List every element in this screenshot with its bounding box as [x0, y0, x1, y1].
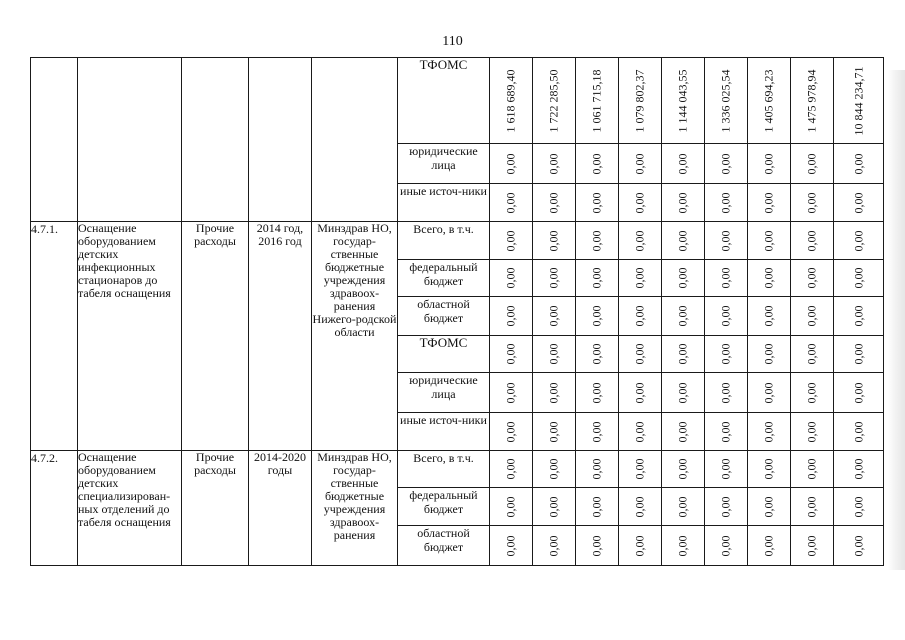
value-cell: 0,00: [748, 373, 791, 413]
value-cell: 0,00: [705, 526, 748, 566]
value-cell: 0,00: [576, 144, 619, 184]
item-executor: Минздрав НО, государ-ственные бюджетные учреждения здравоох-ранения: [312, 451, 398, 566]
value-cell: 0,00: [490, 144, 533, 184]
value-cell: 0,00: [533, 488, 576, 526]
value-cell: 0,00: [576, 222, 619, 260]
item-expense-type: Прочие расходы: [182, 222, 249, 451]
value-cell: 0,00: [834, 488, 884, 526]
value-cell: 0,00: [490, 451, 533, 488]
value-cell: 0,00: [791, 297, 834, 336]
item-number: 4.7.2.: [31, 451, 78, 566]
value-cell: 0,00: [619, 297, 662, 336]
value-cell: 0,00: [533, 373, 576, 413]
value-cell: 0,00: [619, 526, 662, 566]
value-cell: 1 475 978,94: [791, 58, 834, 144]
value-cell: 0,00: [662, 297, 705, 336]
table-row: [31, 222, 884, 260]
value-cell: 0,00: [576, 488, 619, 526]
value-cell: 0,00: [748, 413, 791, 451]
value-cell: 0,00: [619, 413, 662, 451]
value-cell: 0,00: [705, 373, 748, 413]
value-cell: 0,00: [791, 488, 834, 526]
value-cell: 0,00: [490, 488, 533, 526]
value-cell: 0,00: [791, 373, 834, 413]
value-cell: 0,00: [619, 373, 662, 413]
scan-edge-shadow: [888, 70, 905, 570]
value-cell: 0,00: [576, 526, 619, 566]
value-cell: 0,00: [533, 222, 576, 260]
cell-executor-empty: [312, 58, 398, 222]
source-label: ТФОМС: [398, 336, 490, 373]
item-executor: Минздрав НО, государ-ственные бюджетные учреждения здравоох-ранения Нижего-родской области: [312, 222, 398, 451]
value-cell: 0,00: [705, 144, 748, 184]
value-cell: 0,00: [748, 144, 791, 184]
value-cell: 10 844 234,71: [834, 58, 884, 144]
value-cell: 0,00: [834, 222, 884, 260]
value-cell: 0,00: [533, 184, 576, 222]
source-label: федеральный бюджет: [398, 260, 490, 297]
value-cell: 0,00: [705, 336, 748, 373]
value-cell: 0,00: [748, 451, 791, 488]
source-label: иные источ-ники: [398, 413, 490, 451]
cell-name-empty: [78, 58, 182, 222]
value-cell: 0,00: [748, 336, 791, 373]
value-cell: 0,00: [834, 373, 884, 413]
cell-period-empty: [249, 58, 312, 222]
value-cell: 0,00: [748, 184, 791, 222]
value-cell: 0,00: [705, 297, 748, 336]
table-row: [31, 451, 884, 488]
value-cell: 0,00: [662, 336, 705, 373]
value-cell: 0,00: [748, 222, 791, 260]
value-cell: 0,00: [705, 222, 748, 260]
value-cell: 0,00: [705, 260, 748, 297]
value-cell: 0,00: [619, 336, 662, 373]
value-cell: 0,00: [662, 184, 705, 222]
value-cell: 1 618 689,40: [490, 58, 533, 144]
value-cell: 0,00: [834, 144, 884, 184]
value-cell: 0,00: [619, 451, 662, 488]
item-name: Оснащение оборудованием детских специализирован-ных отделений до табеля оснащения: [78, 451, 182, 566]
value-cell: 0,00: [490, 373, 533, 413]
value-cell: 0,00: [490, 526, 533, 566]
value-cell: 0,00: [791, 260, 834, 297]
item-expense-type: Прочие расходы: [182, 451, 249, 566]
value-cell: 0,00: [791, 144, 834, 184]
value-cell: 0,00: [576, 373, 619, 413]
value-cell: 0,00: [834, 297, 884, 336]
value-cell: 0,00: [576, 451, 619, 488]
value-cell: 0,00: [662, 373, 705, 413]
source-label: областной бюджет: [398, 297, 490, 336]
source-label: Всего, в т.ч.: [398, 451, 490, 488]
value-cell: 0,00: [662, 222, 705, 260]
value-cell: 0,00: [834, 413, 884, 451]
value-cell: 0,00: [705, 413, 748, 451]
value-cell: 0,00: [705, 488, 748, 526]
value-cell: 0,00: [662, 488, 705, 526]
value-cell: 0,00: [533, 260, 576, 297]
value-cell: 0,00: [662, 144, 705, 184]
value-cell: 0,00: [619, 488, 662, 526]
value-cell: 0,00: [490, 336, 533, 373]
value-cell: 0,00: [619, 260, 662, 297]
value-cell: 0,00: [834, 526, 884, 566]
value-cell: 1 405 694,23: [748, 58, 791, 144]
source-label: юридические лица: [398, 144, 490, 184]
value-cell: 0,00: [576, 184, 619, 222]
table-row: [31, 58, 884, 144]
value-cell: 0,00: [533, 144, 576, 184]
value-cell: 0,00: [791, 184, 834, 222]
value-cell: 0,00: [619, 144, 662, 184]
cell-expense-empty: [182, 58, 249, 222]
value-cell: 0,00: [533, 336, 576, 373]
value-cell: 0,00: [533, 526, 576, 566]
value-cell: 0,00: [662, 526, 705, 566]
source-label: федеральный бюджет: [398, 488, 490, 526]
source-label: Всего, в т.ч.: [398, 222, 490, 260]
value-cell: 0,00: [791, 336, 834, 373]
value-cell: 0,00: [619, 222, 662, 260]
value-cell: 0,00: [705, 451, 748, 488]
page-number: 110: [442, 34, 463, 49]
value-cell: 0,00: [662, 451, 705, 488]
value-cell: 0,00: [834, 184, 884, 222]
value-cell: 0,00: [791, 413, 834, 451]
source-label: иные источ-ники: [398, 184, 490, 222]
value-cell: 1 144 043,55: [662, 58, 705, 144]
value-cell: 0,00: [533, 413, 576, 451]
item-period: 2014-2020 годы: [249, 451, 312, 566]
cell-number-empty: [31, 58, 78, 222]
value-cell: 1 061 715,18: [576, 58, 619, 144]
value-cell: 1 722 285,50: [533, 58, 576, 144]
value-cell: 0,00: [748, 297, 791, 336]
value-cell: 0,00: [834, 336, 884, 373]
value-cell: 0,00: [576, 260, 619, 297]
value-cell: 0,00: [791, 222, 834, 260]
value-cell: 0,00: [576, 297, 619, 336]
value-cell: 0,00: [576, 336, 619, 373]
value-cell: 0,00: [490, 222, 533, 260]
value-cell: 1 336 025,54: [705, 58, 748, 144]
value-cell: 0,00: [533, 297, 576, 336]
source-label: юридические лица: [398, 373, 490, 413]
value-cell: 0,00: [576, 413, 619, 451]
source-label: областной бюджет: [398, 526, 490, 566]
value-cell: 0,00: [662, 260, 705, 297]
value-cell: 0,00: [705, 184, 748, 222]
value-cell: 0,00: [619, 184, 662, 222]
value-cell: 0,00: [533, 451, 576, 488]
value-cell: 0,00: [490, 413, 533, 451]
budget-table: [30, 57, 884, 566]
value-cell: 0,00: [791, 526, 834, 566]
value-cell: 0,00: [748, 260, 791, 297]
source-label: ТФОМС: [398, 58, 490, 144]
value-cell: 1 079 802,37: [619, 58, 662, 144]
value-cell: 0,00: [748, 526, 791, 566]
value-cell: 0,00: [748, 488, 791, 526]
value-cell: 0,00: [834, 451, 884, 488]
value-cell: 0,00: [490, 260, 533, 297]
item-name: Оснащение оборудованием детских инфекционных стационаров до табеля оснащения: [78, 222, 182, 451]
value-cell: 0,00: [662, 413, 705, 451]
value-cell: 0,00: [490, 184, 533, 222]
item-period: 2014 год, 2016 год: [249, 222, 312, 451]
value-cell: 0,00: [791, 451, 834, 488]
value-cell: 0,00: [490, 297, 533, 336]
value-cell: 0,00: [834, 260, 884, 297]
item-number: 4.7.1.: [31, 222, 78, 451]
